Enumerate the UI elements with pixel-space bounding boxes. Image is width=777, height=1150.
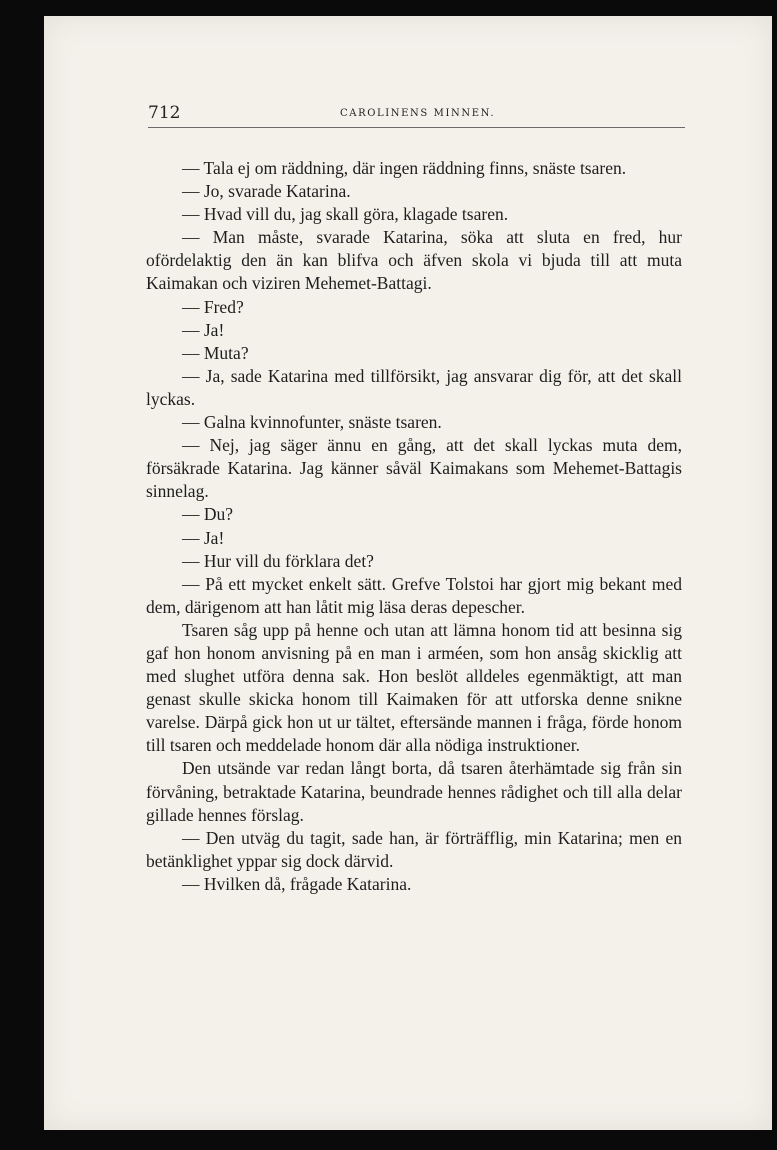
paragraph: — Hvad vill du, jag skall göra, klagade tsaren. [182, 204, 509, 225]
paragraph: — Ja, sade Katarina med tillförsikt, jag ansvarar dig för, att det skall lyckas. [146, 365, 682, 409]
paragraph: — Jo, svarade Katarina. [182, 181, 351, 202]
page-header [148, 103, 685, 128]
paragraph: — Du? [182, 504, 234, 525]
paragraph: — Ja! [182, 319, 225, 340]
paragraph: — Galna kvinnofunter, snäste tsaren. [182, 412, 442, 433]
paragraph: — Hur vill du förklara det? [182, 550, 374, 571]
paragraph: — Muta? [182, 342, 249, 363]
running-title: CAROLINENS MINNEN. [340, 108, 496, 119]
paragraph: — Tala ej om räddning, där ingen räddning finns, snäste tsaren. [182, 158, 627, 178]
paragraph: — Ja! [182, 527, 225, 548]
paragraph: Tsaren såg upp på henne och utan att lämna honom tid att besinna sig gaf hon honom anvisning på en man i arméen, som hon ansåg skicklig att med slughet utföra denna sak. Hon beslöt alldeles egenmäktigt, att man genast skulle skicka honom till Kaimaken för att utforska denne snikne varelse. Därpå gick hon ut ur tältet, eftersände mannen i fråga, förde honom till tsaren och meddelade honom där alla nödiga instruktioner. [146, 619, 682, 756]
paragraph: — Hvilken då, frågade Katarina. [182, 873, 412, 894]
paragraph: — Man måste, svarade Katarina, söka att sluta en fred, hur ofördelaktig den än kan blifva och äfven skola vi bjuda till att muta Kaimakan och viziren Mehemet-Battagi. [146, 227, 682, 294]
paragraph: — Nej, jag säger ännu en gång, att det skall lyckas muta dem, försäkrade Katarina. Jag känner såväl Kaimakans som Mehemet-Battagis sinnelag. [146, 435, 682, 502]
page-number: 712 [148, 103, 181, 123]
paragraph: Den utsände var redan långt borta, då tsaren återhämtade sig från sin förvåning, betraktade Katarina, beundrade hennes rådighet och till alla delar gillade hennes förslag. [146, 758, 682, 825]
body-text [146, 157, 682, 896]
paragraph: — Den utväg du tagit, sade han, är förträfflig, min Katarina; men en betänklighet yppar sig dock därvid. [146, 827, 682, 871]
paragraph: — Fred? [182, 296, 244, 317]
paragraph: — På ett mycket enkelt sätt. Grefve Tolstoi har gjort mig bekant med dem, därigenom att han låtit mig läsa deras depescher. [146, 573, 682, 617]
